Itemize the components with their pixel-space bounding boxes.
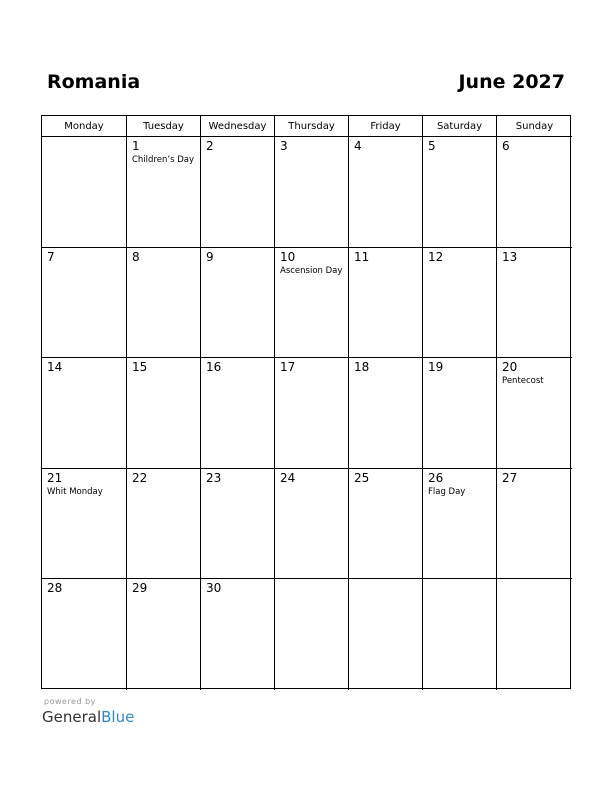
day-number: 26 — [428, 470, 444, 485]
day-number: 21 — [47, 470, 63, 485]
day-number: 11 — [354, 249, 370, 264]
day-cell — [423, 137, 497, 248]
day-cell — [349, 137, 423, 248]
day-number: 6 — [502, 139, 510, 153]
day-cell — [423, 469, 497, 580]
day-cell — [423, 248, 497, 359]
day-number: 15 — [132, 360, 148, 375]
holiday-label: Children’s Day — [132, 155, 194, 165]
holiday-label: Whit Monday — [47, 486, 103, 497]
day-cell — [349, 248, 423, 359]
day-number: 29 — [132, 581, 148, 596]
day-cell — [42, 469, 127, 580]
day-cell — [423, 579, 497, 690]
day-number: 16 — [206, 360, 222, 375]
day-number: 30 — [206, 581, 222, 596]
day-cell — [275, 469, 349, 580]
day-number: 14 — [47, 360, 63, 375]
day-cell — [127, 248, 201, 359]
day-number: 17 — [280, 360, 296, 375]
weekday-header-friday: Friday — [349, 116, 423, 137]
day-number: 24 — [280, 470, 296, 485]
day-number: 25 — [354, 470, 370, 485]
day-cell — [275, 579, 349, 690]
day-number: 13 — [502, 249, 518, 264]
day-cell — [42, 358, 127, 469]
holiday-label: Ascension Day — [280, 265, 343, 276]
day-cell — [127, 358, 201, 469]
holiday-label: Flag Day — [428, 486, 466, 497]
day-cell — [201, 579, 275, 690]
weekday-header-tuesday: Tuesday — [127, 116, 201, 137]
day-number: 22 — [132, 470, 148, 485]
day-number: 5 — [428, 139, 436, 153]
day-number: 12 — [428, 249, 444, 264]
day-number: 23 — [206, 470, 222, 485]
day-number: 4 — [354, 139, 362, 153]
weekday-header-thursday: Thursday — [275, 116, 349, 137]
day-cell — [42, 579, 127, 690]
day-cell — [42, 137, 127, 248]
day-number: 2 — [206, 139, 214, 153]
weekday-header-saturday: Saturday — [423, 116, 497, 137]
day-cell — [42, 248, 127, 359]
weekday-header-sunday: Sunday — [497, 116, 572, 137]
day-cell — [349, 358, 423, 469]
day-cell — [201, 469, 275, 580]
day-number: 8 — [132, 249, 140, 264]
powered-by-text: powered by — [44, 697, 96, 706]
day-cell — [497, 579, 572, 690]
day-cell — [127, 579, 201, 690]
brand-name-part2: Blue — [101, 708, 135, 726]
calendar-grid — [41, 115, 571, 689]
month-title: June 2027 — [458, 71, 565, 93]
day-cell — [423, 358, 497, 469]
country-title: Romania — [47, 71, 141, 93]
weekday-header-monday: Monday — [42, 116, 127, 137]
weekday-header-wednesday: Wednesday — [201, 116, 275, 137]
brand-name-part1: General — [42, 708, 102, 726]
day-cell — [497, 248, 572, 359]
day-number: 9 — [206, 249, 214, 264]
day-number: 27 — [502, 470, 518, 485]
day-number: 18 — [354, 360, 370, 375]
day-cell — [201, 358, 275, 469]
day-number: 1 — [132, 139, 140, 153]
day-cell — [275, 358, 349, 469]
day-number: 10 — [280, 249, 296, 264]
holiday-label: Pentecost — [502, 376, 544, 387]
day-number: 7 — [47, 249, 55, 264]
day-cell — [127, 469, 201, 580]
day-number: 28 — [47, 581, 63, 596]
day-cell — [127, 137, 201, 248]
day-cell — [201, 137, 275, 248]
day-cell — [497, 358, 572, 469]
generalblue-logo[interactable] — [42, 708, 134, 726]
day-cell — [275, 137, 349, 248]
day-number: 3 — [280, 139, 288, 153]
day-number: 19 — [428, 360, 444, 375]
day-cell — [497, 137, 572, 248]
day-number: 20 — [502, 360, 518, 375]
day-cell — [349, 579, 423, 690]
day-cell — [497, 469, 572, 580]
day-cell — [349, 469, 423, 580]
day-cell — [201, 248, 275, 359]
day-cell — [275, 248, 349, 359]
